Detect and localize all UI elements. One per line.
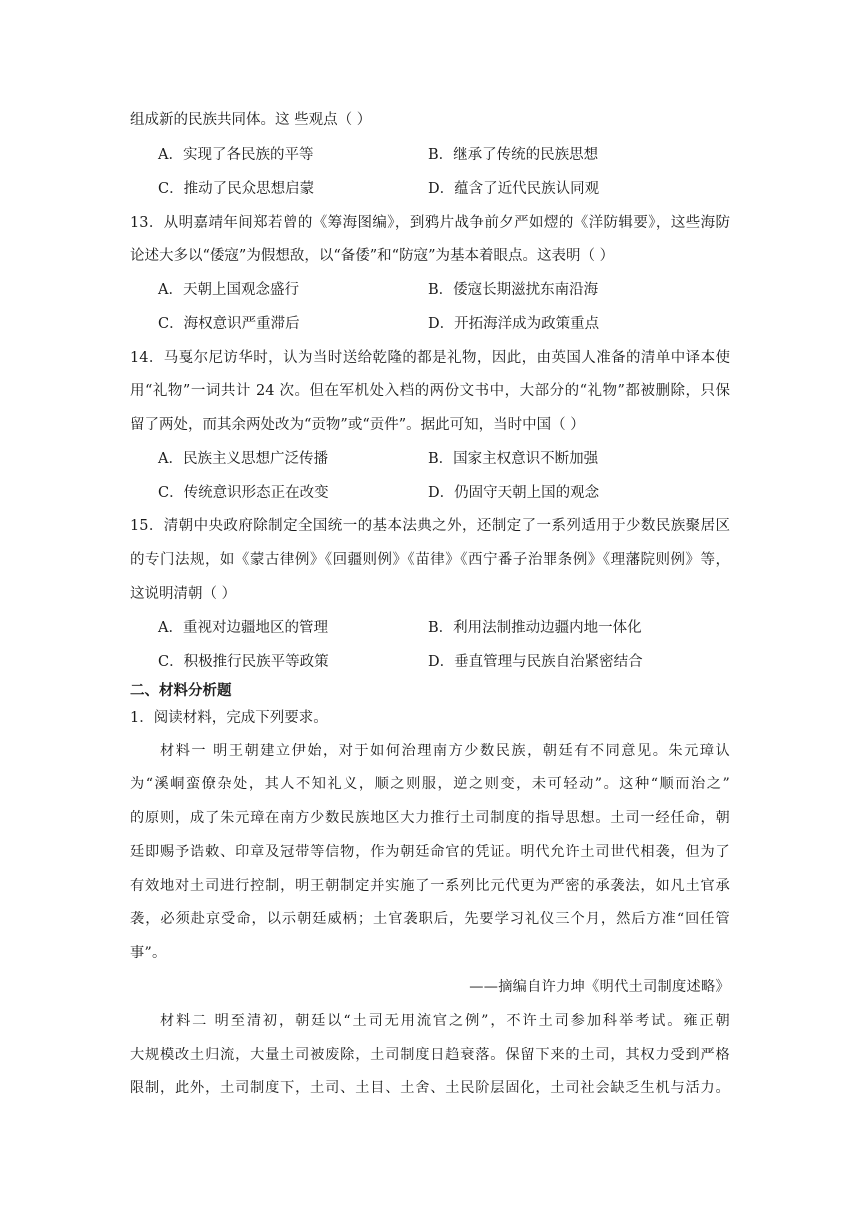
q13-option-c: C．海权意识严重滞后 — [158, 316, 300, 332]
q14-option-d: D．仍固守天朝上国的观念 — [428, 485, 600, 501]
q12-option-b: B．继承了传统的民族思想 — [428, 147, 599, 163]
section-heading: 二、材料分析题 — [130, 683, 232, 699]
q13-stem-line: 论述大多以“倭寇”为假想敌，以“备倭”和“防寇”为基本着眼点。这表明（ ） — [130, 248, 615, 264]
q14-option-a: A．民族主义思想广泛传播 — [158, 451, 328, 467]
q12-option-a: A．实现了各民族的平等 — [158, 147, 314, 163]
q14-stem-line: 留了两处，而其余两处改为“贡物”或“贡件”。据此可知，当时中国（ ） — [130, 417, 585, 433]
material-line: 大规模改土归流，大量土司被废除，土司制度日趋衰落。保留下来的土司，其权力受到严格 — [130, 1047, 730, 1063]
question-prompt: 1．阅读材料，完成下列要求。 — [130, 710, 328, 726]
material-line: 袭，必须赴京受命，以示朝廷威柄；土官袭职后，先要学习礼仪三个月，然后方准“回任管 — [130, 911, 730, 927]
q12-option-d: D．蕴含了近代民族认同观 — [428, 181, 600, 197]
material-line: 为“溪峒蛮僚杂处，其人不知礼义，顺之则服，逆之则变，未可轻动”。这种“顺而治之” — [130, 776, 730, 792]
material-line: 材料二 明至清初，朝廷以“土司无用流官之例”，不许土司参加科举考试。雍正朝 — [160, 1013, 730, 1029]
q15-option-d: D．垂直管理与民族自治紧密结合 — [428, 654, 643, 670]
material-line: 材料一 明王朝建立伊始，对于如何治理南方少数民族，朝廷有不同意见。朱元璋认 — [160, 743, 730, 759]
q13-option-a: A．天朝上国观念盛行 — [158, 282, 299, 298]
q14-option-c: C．传统意识形态正在改变 — [158, 485, 329, 501]
material-line: 事”。 — [130, 945, 167, 961]
q15-option-a: A．重视对边疆地区的管理 — [158, 620, 328, 636]
q13-option-d: D．开拓海洋成为政策重点 — [428, 316, 600, 332]
material-line: 限制，此外，土司制度下，土司、土目、土舍、土民阶层固化，土司社会缺乏生机与活力。 — [130, 1080, 730, 1096]
material-line: 的原则，成了朱元璋在南方少数民族地区大力推行土司制度的指导思想。土司一经任命，朝 — [130, 810, 730, 826]
q12-stem-tail: 组成新的民族共同体。这 些观点（ ） — [130, 112, 372, 128]
q15-stem-line: 这说明清朝（ ） — [130, 586, 237, 602]
q13-option-b: B．倭寇长期滋扰东南沿海 — [428, 282, 599, 298]
material-line: 廷即赐予诰敕、印章及冠带等信物，作为朝廷命官的凭证。明代允许土司世代相袭，但为了 — [130, 844, 730, 860]
q12-option-c: C．推动了民众思想启蒙 — [158, 181, 315, 197]
q15-option-c: C．积极推行民族平等政策 — [158, 654, 329, 670]
q15-stem-line: 15．清朝中央政府除制定全国统一的基本法典之外，还制定了一系列适用于少数民族聚居区 — [130, 518, 730, 534]
material-line: 有效地对土司进行控制，明王朝制定并实施了一系列比元代更为严密的承袭法，如凡土官承 — [130, 878, 730, 894]
q14-stem-line: 14．马戛尔尼访华时，认为当时送给乾隆的都是礼物，因此，由英国人准备的清单中译本使 — [130, 350, 730, 366]
q14-stem-line: 用“礼物”一词共计 24 次。但在军机处入档的两份文书中，大部分的“礼物”都被删除，只保 — [130, 383, 730, 399]
material-source: ——摘编自许力坤《明代土司制度述略》 — [469, 979, 730, 995]
q15-stem-line: 的专门法规，如《蒙古律例》《回疆则例》《苗律》《西宁番子治罪条例》《理藩院则例》等， — [130, 552, 730, 568]
q13-stem-line: 13．从明嘉靖年间郑若曾的《筹海图编》，到鸦片战争前夕严如熤的《洋防辑要》，这些海防 — [130, 215, 730, 231]
q15-option-b: B．利用法制推动边疆内地一体化 — [428, 620, 642, 636]
q14-option-b: B．国家主权意识不断加强 — [428, 451, 599, 467]
